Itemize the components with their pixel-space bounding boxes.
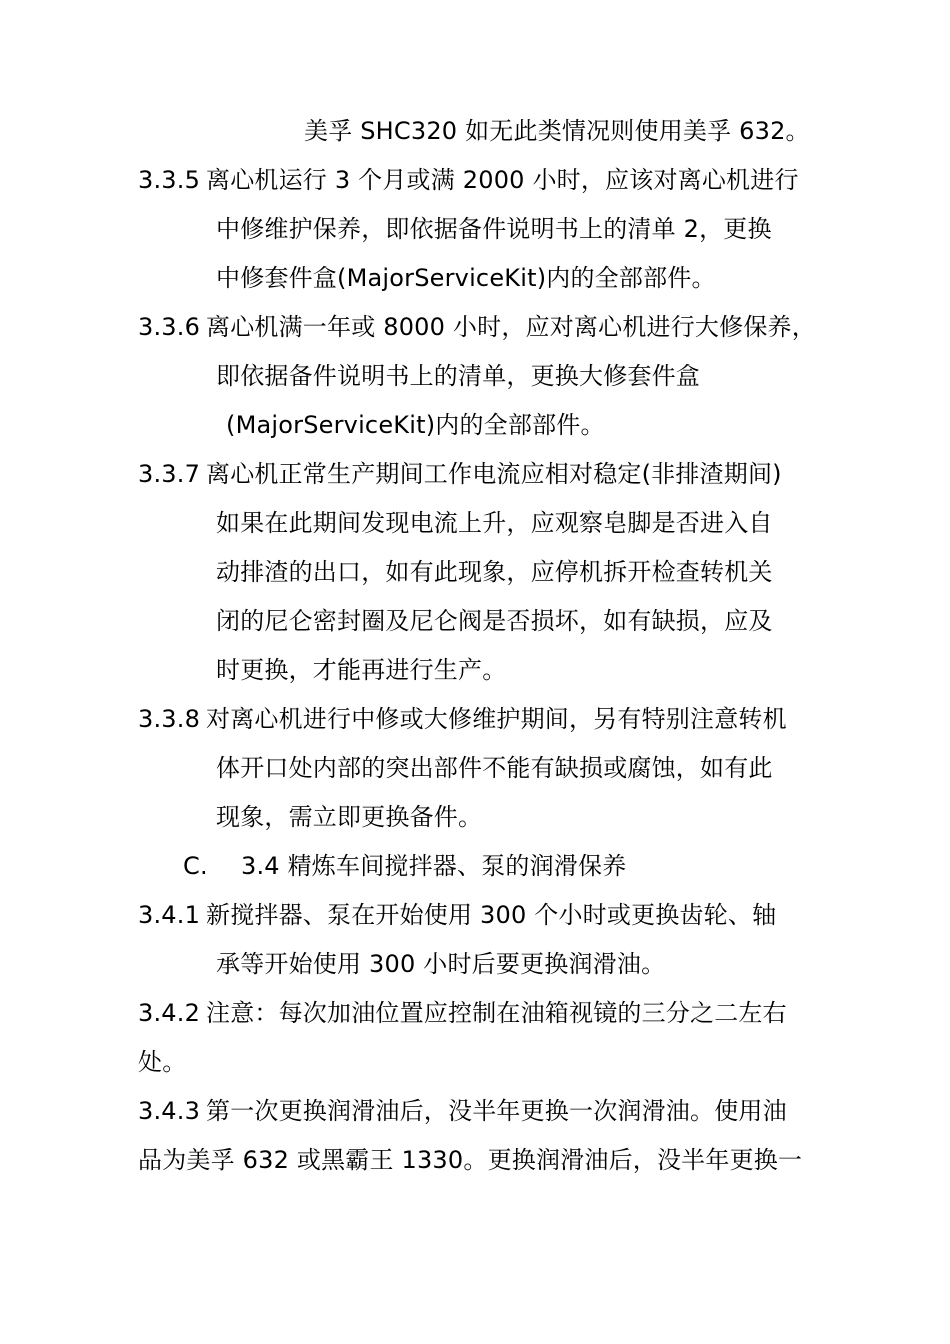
section-3-3-5-line-3: 中修套件盒(MajorServiceKit)内的全部部件。 xyxy=(216,264,716,292)
section-3-4-3-line-2: 品为美孚 632 或黑霸王 1330。更换润滑油后，没半年更换一 xyxy=(138,1146,803,1174)
section-3-4-2-line-2: 处。 xyxy=(138,1048,187,1076)
heading-text: 3.4 精炼车间搅拌器、泵的润滑保养 xyxy=(241,852,627,880)
section-text: 第一次更换润滑油后，没半年更换一次润滑油。使用油 xyxy=(206,1097,787,1125)
continued-line: 美孚 SHC320 如无此类情况则使用美孚 632。 xyxy=(304,117,810,145)
section-heading-3-4 xyxy=(183,851,626,881)
section-text: 离心机满一年或 8000 小时，应对离心机进行大修保养， xyxy=(206,313,816,341)
section-3-3-8-line-2: 体开口处内部的突出部件不能有缺损或腐蚀，如有此 xyxy=(216,754,773,782)
section-number: 3.3.8 xyxy=(138,705,201,733)
section-3-3-7-line-2: 如果在此期间发现电流上升，应观察皂脚是否进入自 xyxy=(216,509,773,537)
section-3-3-6-line-1 xyxy=(138,312,816,342)
section-3-4-1-line-1 xyxy=(138,900,776,930)
section-number: 3.4.1 xyxy=(138,901,201,929)
section-3-3-6-line-3: (MajorServiceKit)内的全部部件。 xyxy=(226,411,605,439)
section-3-3-7-line-3: 动排渣的出口，如有此现象，应停机拆开检查转机关 xyxy=(216,558,773,586)
section-number: 3.3.7 xyxy=(138,460,201,488)
section-3-3-8-line-3: 现象，需立即更换备件。 xyxy=(216,803,483,831)
section-text: 注意：每次加油位置应控制在油箱视镜的三分之二左右 xyxy=(206,999,787,1027)
section-3-3-7-line-5: 时更换，才能再进行生产。 xyxy=(216,656,507,684)
section-text: 新搅拌器、泵在开始使用 300 个小时或更换齿轮、轴 xyxy=(206,901,777,929)
section-text: 离心机正常生产期间工作电流应相对稳定(非排渣期间) xyxy=(206,460,782,488)
section-3-3-5-line-1 xyxy=(138,165,799,195)
section-text: 离心机运行 3 个月或满 2000 小时，应该对离心机进行 xyxy=(206,166,799,194)
section-number: 3.4.2 xyxy=(138,999,201,1027)
section-3-3-7-line-1 xyxy=(138,459,782,489)
section-number: 3.3.6 xyxy=(138,313,201,341)
section-3-4-1-line-2: 承等开始使用 300 小时后要更换润滑油。 xyxy=(216,950,666,978)
section-3-4-2-line-1 xyxy=(138,998,787,1028)
section-3-3-8-line-1 xyxy=(138,704,787,734)
section-3-3-7-line-4: 闭的尼仑密封圈及尼仑阀是否损坏，如有缺损，应及 xyxy=(216,607,773,635)
section-text: 对离心机进行中修或大修维护期间，另有特别注意转机 xyxy=(206,705,787,733)
section-3-3-6-line-2: 即依据备件说明书上的清单，更换大修套件盒 xyxy=(216,362,700,390)
section-3-4-3-line-1 xyxy=(138,1096,787,1126)
section-number: 3.3.5 xyxy=(138,166,201,194)
section-number: 3.4.3 xyxy=(138,1097,201,1125)
heading-label: C. xyxy=(183,852,208,880)
section-3-3-5-line-2: 中修维护保养，即依据备件说明书上的清单 2，更换 xyxy=(216,215,772,243)
